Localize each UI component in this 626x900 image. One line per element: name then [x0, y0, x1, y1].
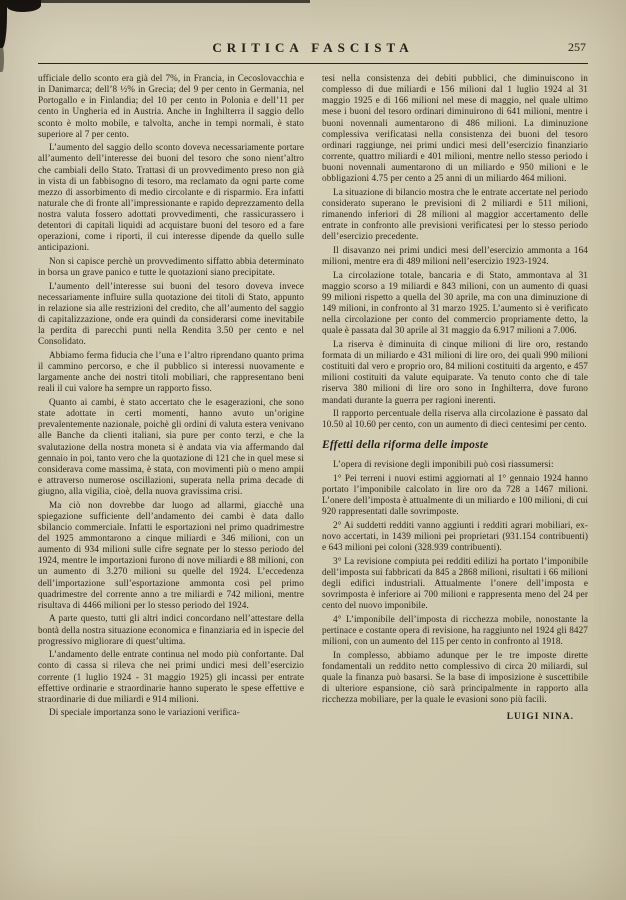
scan-artifact — [0, 0, 310, 3]
paragraph: Il disavanzo nei primi undici mesi dell’esercizio ammonta a 164 milioni, mentre era di 489 milioni nell’esercizio 1923-1924. — [322, 244, 588, 266]
paragraph: ufficiale dello sconto era già del 7%, in Francia, in Cecoslovacchia e in Danimarca; dell’8 ½% in Grecia; del 9 per cento in Germania, nel Portogallo e in Finlandia; del 10 per cento in Polonia e dell’11 per cento in Ungheria ed in Austria. Anche in Inghilterra il saggio dello sconto è molto mobile, e talvolta, anche in tempi normali, è stato superiore al 7 per cento. — [38, 73, 304, 139]
left-column — [38, 73, 304, 724]
paragraph: La riserva è diminuita di cinque milioni di lire oro, restando formata di un miliardo e 431 milioni di lire oro, dei quali 990 milioni costituiti dal vero e proprio oro, 84 milioni costituiti da argento, e 457 milioni costituiti da valute equiparate. Va tenuto conto che di tale riserva 380 milioni di lire oro sono in Inghilterra, dove furono mandati durante la guerra per ragioni inerenti. — [322, 338, 588, 405]
paragraph: 1° Pei terreni i nuovi estimi aggiornati al 1° gennaio 1924 hanno portato l’imponibile calcolato in lire oro da 728 a 1467 milioni. L’onere dell’imposta è attualmente di un miliardo e 100 milioni, di cui 920 rappresentati dalle sovrimposte. — [322, 472, 588, 517]
paragraph: La circolazione totale, bancaria e di Stato, ammontava al 31 maggio scorso a 19 miliardi e 843 milioni, con un aumento di quasi 99 milioni rispetto a quella del 30 aprile, ma con una diminuzione di 149 milioni, in confronto al 31 marzo 1925. L’aumento si è verificato nella circolazione per conto del commercio propriamente detto, la quale è passata dal 30 aprile al 31 maggio da 6.917 milioni a 7.006. — [322, 269, 588, 336]
right-column — [322, 73, 588, 724]
paragraph: tesi nella consistenza dei debiti pubblici, che diminuiscono in complesso di due miliardi e 156 milioni dal 1 luglio 1924 al 31 maggio 1925 e di 166 milioni nel mese di maggio, nel quale ultimo mese i buoni del tesoro ordinari diminuirono di 641 milioni, mentre i buoni novennali aumentarono di 486 milioni. La diminuzione complessiva verificatasi nella consistenza dei buoni del tesoro ordinari raggiunge, nei primi undici mesi dell’esercizio finanziario corrente, quattro miliardi e 401 milioni, mentre nello stesso periodo i buoni novennali aumentarono di un miliardo e 950 milioni e le obbligazioni 4.75 per cento a 25 anni di un miliardo 464 milioni. — [322, 73, 588, 184]
paragraph: Quanto ai cambi, è stato accertato che le esagerazioni, che sono state adottate in certi momenti, hanno avuto un’origine prevalentemente nazionale, poichè gli ordini di valuta estera venivano alle Banche da clienti italiani, sia pure per conto terzi, e che la svalutazione della nostra moneta si è andata via via affermando dal gennaio in poi, tanto vero che la quotazione di 121 che in quel mese si considerava come massima, è stata, con movimenti più o meno ampii e attraverso numerose oscillazioni, superata nella prima decade di giugno, alla vigilia, cioè, della nuova gravissima crisi. — [38, 397, 304, 496]
text-columns — [0, 64, 626, 724]
paragraph: A parte questo, tutti gli altri indici concordano nell’attestare della bontà della nostra situazione economica e finanziaria ed in ispecie del progressivo migliorare di quest’ultima. — [38, 613, 304, 646]
paragraph: L’aumento del saggio dello sconto doveva necessariamente portare all’aumento dell’interesse dei buoni del tesoro che sono nient’altro che cambiali dello Stato. Trattasi di un provvedimento preso non già in vista di un fabbisogno di tesoro, ma reclamato da ogni parte come mezzo di assorbimento di medio circolante e di risparmio. Era infatti naturale che di fronte all’impressionante e rapido deprezzamento della nostra valuta fossero adottati provvedimenti, che rassicurassero i detentori di capitali liquidi ad acquistare buoni del tesoro ed a fare operazioni, come i riporti, il cui interesse dipende da quello sulle anticipazioni. — [38, 142, 304, 253]
paragraph: In complesso, abbiamo adunque per le tre imposte dirette fondamentali un reddito netto complessivo di circa 20 miliardi, sul quale la finanza può basarsi. Se la base di imposizione è suscettibile di ulteriore espansione, ciò sarà principalmente in rapporto alla ricchezza mobiliare, per la quale le evasioni sono più facili. — [322, 649, 588, 705]
paragraph: 3° La revisione compiuta pei redditi edilizi ha portato l’imponibile dell’imposta sui fabbricati da 845 a 2868 milioni, risultati i 66 milioni degli edifici industriali. Attualmente l’onere dell’imposta e sovrimposta è inferiore ai 700 milioni e rappresenta meno del 24 per cento del nuovo imponibile. — [322, 555, 588, 611]
paragraph: Ma ciò non dovrebbe dar luogo ad allarmi, giacchè una spiegazione sufficiente dell’andamento dei cambi è data dallo sbilancio commerciale. Infatti le esportazioni nel primo quadrimestre del 1925 ammontarono a cinque miliardi e 346 milioni, con un aumento di 934 milioni sulle cifre segnate per lo stesso periodo del 1924, mentre le importazioni furono di nove miliardi e 88 milioni, con un aumento di 3.270 milioni su quelle del 1924. L’eccedenza dell’importazione sull’esportazione ammonta così pel primo quadrimestre del corrente anno a tre miliardi e 742 milioni, mentre risultava di 4466 milioni per lo stesso periodo del 1924. — [38, 499, 304, 610]
author-signature: LUIGI NINA. — [506, 712, 574, 723]
paragraph: L’andamento delle entrate continua nel modo più confortante. Dal conto di cassa si rileva che nei primi undici mesi dell’esercizio corrente (1 luglio 1924 - 31 maggio 1925) gli incassi per entrate effettive ordinarie e straordinarie hanno superato le spese effettive e straordinarie di due miliardi e 914 milioni. — [38, 649, 304, 704]
paragraph: 2° Ai suddetti redditi vanno aggiunti i redditi agrari mobiliari, ex-novo accertati, in 1439 milioni pei proprietari (931.154 contribuenti) e 643 milioni pei coloni (328.939 contribuenti). — [322, 519, 588, 553]
paragraph: L’opera di revisione degli imponibili può così riassumersi: — [333, 459, 554, 470]
section-heading: Effetti della riforma delle imposte — [322, 439, 489, 452]
page-header — [38, 40, 588, 58]
scan-artifact — [0, 0, 7, 48]
paragraph: L’aumento dell’interesse sui buoni del tesoro doveva invece necessariamente influire sulla quotazione dei titoli di Stato, appunto in relazione sia alle restrizioni del credito, che all’aumento del saggio di capitalizzazione, onde era quindi da considerarsi come inevitabile la perdita di parecchi punti nella Rendita 3.50 per cento e nel Consolidato. — [38, 280, 304, 347]
page-number: 257 — [568, 40, 586, 54]
paragraph: Non si capisce perchè un provvedimento siffatto abbia determinato in borsa un grave panico e tutte le quotazioni siano precipitate. — [38, 256, 304, 278]
paragraph: 4° L’imponibile dell’imposta di ricchezza mobile, nonostante la pertinace e costante opera di revisione, ha raggiunto nel 1924 gli 8427 milioni, con un aumento del 115 per cento in confronto al 1918. — [322, 613, 588, 647]
paragraph: Il rapporto percentuale della riserva alla circolazione è passato dal 10.50 al 10.60 per cento, con un aumento di dieci centesimi per cento. — [322, 408, 588, 430]
journal-title: CRITICA FASCISTA — [212, 40, 414, 55]
paragraph: Abbiamo ferma fiducia che l’una e l’altro riprendano quanto prima il cammino percorso, e che il pubblico si interessi nuovamente e largamente anche dei nostri titoli mobiliari, che rappresentano beni reali il cui valore ha sempre un rapporto fisso. — [38, 350, 304, 394]
scan-artifact — [0, 46, 4, 72]
paragraph: Di speciale importanza sono le variazioni verifica- — [49, 707, 240, 718]
paragraph: La situazione di bilancio mostra che le entrate accertate nel periodo considerato superano le previsioni di 2 miliardi e 511 milioni, rimanendo inferiori di 28 milioni al maggior accertamento delle entrate in confronto alle previsioni verificatesi per lo stesso periodo dell’esercizio precedente. — [322, 186, 588, 242]
